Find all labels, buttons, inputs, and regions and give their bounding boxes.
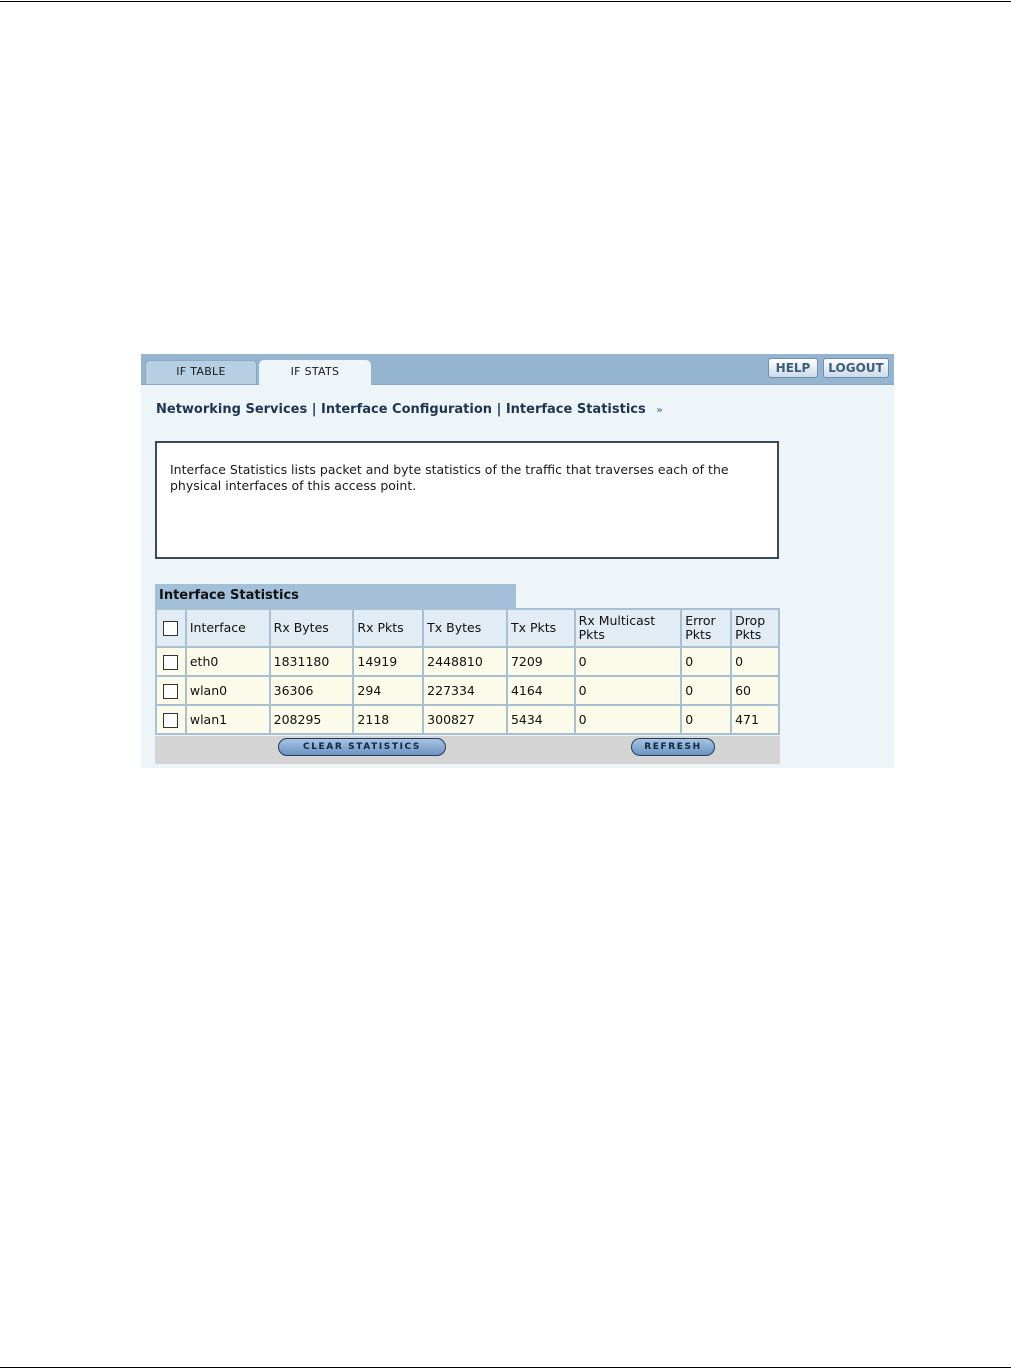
cell-interface: wlan0 <box>186 676 270 705</box>
header-checkbox-cell <box>156 609 186 647</box>
description-box <box>155 441 779 559</box>
cell-tx-pkts: 5434 <box>507 705 575 734</box>
cell-drop-pkts: 60 <box>731 676 779 705</box>
breadcrumb-separator: | <box>496 402 502 417</box>
cell-error-pkts: 0 <box>681 705 731 734</box>
cell-drop-pkts: 0 <box>731 647 779 676</box>
header-rx-bytes: Rx Bytes <box>270 609 354 647</box>
section-title: Interface Statistics <box>155 584 516 608</box>
page-top-rule <box>0 1 1011 2</box>
refresh-button[interactable]: REFRESH <box>631 738 715 756</box>
row-checkbox[interactable] <box>163 684 178 699</box>
header-error-pkts: Error Pkts <box>681 609 731 647</box>
row-checkbox[interactable] <box>163 655 178 670</box>
row-checkbox-cell <box>156 647 186 676</box>
double-chevron-right-icon: » <box>656 405 663 416</box>
tab-if-table[interactable]: IF TABLE <box>145 360 257 384</box>
cell-tx-bytes: 227334 <box>423 676 507 705</box>
header-tx-pkts: Tx Pkts <box>507 609 575 647</box>
breadcrumb <box>156 402 663 417</box>
cell-tx-bytes: 300827 <box>423 705 507 734</box>
breadcrumb-item-networking-services[interactable]: Networking Services <box>156 402 308 417</box>
tab-bar <box>141 354 894 385</box>
breadcrumb-separator: | <box>311 402 317 417</box>
cell-rx-pkts: 294 <box>353 676 423 705</box>
cell-rx-pkts: 2118 <box>353 705 423 734</box>
cell-rx-multicast-pkts: 0 <box>575 676 682 705</box>
row-checkbox[interactable] <box>163 713 178 728</box>
table-row <box>156 676 779 705</box>
row-checkbox-cell <box>156 705 186 734</box>
cell-rx-multicast-pkts: 0 <box>575 647 682 676</box>
cell-rx-bytes: 1831180 <box>270 647 354 676</box>
header-rx-multicast-pkts: Rx Multicast Pkts <box>575 609 682 647</box>
cell-drop-pkts: 471 <box>731 705 779 734</box>
description-text: Interface Statistics lists packet and byte statistics of the traffic that traverses each of the physical interfaces of this access point. <box>170 462 729 493</box>
page-bottom-rule <box>0 1367 1011 1368</box>
select-all-checkbox[interactable] <box>163 621 178 636</box>
cell-error-pkts: 0 <box>681 676 731 705</box>
action-button-bar <box>155 736 780 764</box>
tab-if-stats[interactable]: IF STATS <box>259 360 371 385</box>
table-row <box>156 705 779 734</box>
interface-statistics-table <box>155 608 780 735</box>
help-button[interactable]: HELP <box>768 358 818 378</box>
cell-rx-pkts: 14919 <box>353 647 423 676</box>
cell-rx-bytes: 36306 <box>270 676 354 705</box>
cell-tx-bytes: 2448810 <box>423 647 507 676</box>
header-drop-pkts: Drop Pkts <box>731 609 779 647</box>
table-row <box>156 647 779 676</box>
cell-error-pkts: 0 <box>681 647 731 676</box>
header-tx-bytes: Tx Bytes <box>423 609 507 647</box>
header-interface: Interface <box>186 609 270 647</box>
cell-interface: eth0 <box>186 647 270 676</box>
header-rx-pkts: Rx Pkts <box>353 609 423 647</box>
table-header-row <box>156 609 779 647</box>
cell-rx-multicast-pkts: 0 <box>575 705 682 734</box>
logout-button[interactable]: LOGOUT <box>823 358 889 378</box>
breadcrumb-item-interface-configuration[interactable]: Interface Configuration <box>321 402 493 417</box>
cell-interface: wlan1 <box>186 705 270 734</box>
cell-rx-bytes: 208295 <box>270 705 354 734</box>
main-panel <box>141 354 894 768</box>
cell-tx-pkts: 4164 <box>507 676 575 705</box>
row-checkbox-cell <box>156 676 186 705</box>
cell-tx-pkts: 7209 <box>507 647 575 676</box>
clear-statistics-button[interactable]: CLEAR STATISTICS <box>278 738 446 756</box>
breadcrumb-item-interface-statistics: Interface Statistics <box>505 402 646 417</box>
